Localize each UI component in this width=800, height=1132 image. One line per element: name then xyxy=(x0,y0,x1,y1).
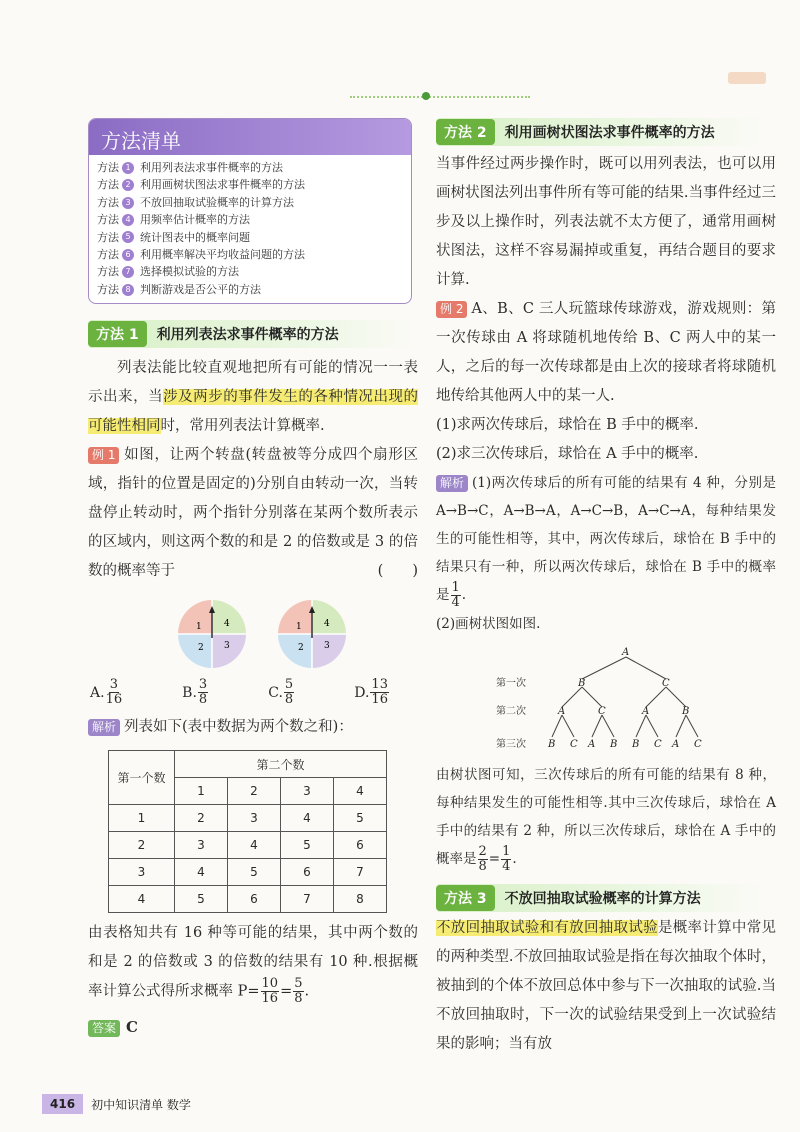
method-list-prefix: 方法 xyxy=(97,161,119,174)
conclusion-frac2 xyxy=(293,977,303,1006)
sum-cell: 5 xyxy=(281,832,334,859)
frac1-den: 16 xyxy=(261,991,279,1006)
method-list-num: 2 xyxy=(122,179,134,191)
method-list-item xyxy=(97,176,403,193)
tree-l3-5: C xyxy=(654,739,662,750)
an3-f1-num: 2 xyxy=(478,844,487,859)
method-list-item xyxy=(97,229,403,246)
method-list-text: 不放回抽取试验概率的计算方法 xyxy=(140,195,294,209)
method2-intro: 当事件经过两步操作时，既可以用列表法，也可以用画树状图法列出事件所有等可能的结果.当事件经过三步及以上操作时，列表法就不太方便了，通常用画树状图法，这样不容易漏掉或重复，再结合题目的要求计算. xyxy=(436,156,776,288)
col-value-cell: 1 xyxy=(175,778,228,805)
an3-text: 由树状图可知，三次传球后的所有可能的结果有 8 种，每种结果发生的可能性相等.其中三次传球后，球恰在 A 手中的结果有 2 种，所以三次传球后，球恰在 A 手中的概率是 xyxy=(436,767,776,867)
sum-cell: 7 xyxy=(281,886,334,913)
tree-l3-0: B xyxy=(548,739,556,750)
col-value-cell: 4 xyxy=(334,778,387,805)
example1-body: 如图，让两个转盘(转盘被等分成四个扇形区域，指针的位置是固定的)分别自由转动一次，当转盘停止转动时，两个指针分别落在某两个数所表示的区域内，则这两个数的和是 2 的倍数或是 3 的倍数的概率等于 xyxy=(88,447,418,579)
method-list-prefix: 方法 xyxy=(97,265,119,279)
method3-tag: 方法 3 xyxy=(436,885,495,911)
row-header-cell: 第一个数 xyxy=(109,751,175,805)
method3-header xyxy=(436,884,762,912)
analysis1-tag: 解析 xyxy=(88,719,120,736)
sum-cell: 8 xyxy=(334,886,387,913)
analysis2-part3 xyxy=(436,761,776,874)
method-list-num: 8 xyxy=(122,284,134,296)
tree-level-2: 第二次 xyxy=(496,706,526,717)
sum-cell: 5 xyxy=(228,859,281,886)
example2-tag: 例 2 xyxy=(436,301,467,318)
method1-title: 利用列表法求事件概率的方法 xyxy=(156,327,339,343)
tree-l2-0: A xyxy=(558,706,566,717)
method1-tag: 方法 1 xyxy=(88,321,147,347)
method-list-num: 7 xyxy=(122,266,134,278)
tree-l3-2: A xyxy=(588,739,596,750)
conclusion-text: 由表格知共有 16 种等可能的结果，其中两个数的和是 2 的倍数或 3 的倍数的结果有 10 种.根据概率计算公式得所求概率 P= xyxy=(88,925,418,1000)
an1-frac-num: 1 xyxy=(451,580,460,595)
spinner-right-label-1: 1 xyxy=(296,622,302,632)
tree-l1-1: C xyxy=(662,678,670,689)
method-list-text: 统计图表中的概率问题 xyxy=(140,230,250,244)
tree-l3-4: B xyxy=(632,739,640,750)
spinner-left xyxy=(174,596,250,672)
method-list-text: 判断游戏是否公平的方法 xyxy=(140,282,261,296)
tree-l3-7: C xyxy=(694,739,702,750)
table-row xyxy=(109,832,387,859)
answer1-tag: 答案 xyxy=(88,1020,120,1037)
row-value-cell: 4 xyxy=(109,886,175,913)
method-list-num: 4 xyxy=(122,214,134,226)
method-list-prefix: 方法 xyxy=(97,178,119,192)
method-list-num: 6 xyxy=(122,249,134,261)
spinner-right-label-2: 2 xyxy=(298,643,304,653)
option-a xyxy=(90,678,123,707)
method-list-box xyxy=(88,118,412,304)
spinner-left-label-2: 2 xyxy=(198,643,204,653)
method-list-item xyxy=(97,246,403,263)
method2-header xyxy=(436,118,762,146)
method2-tag: 方法 2 xyxy=(436,119,495,145)
example1-blank: ( ) xyxy=(377,563,418,579)
option-den: 16 xyxy=(105,692,123,707)
col-value-cell: 3 xyxy=(281,778,334,805)
method1-header xyxy=(88,320,414,348)
analysis1-text xyxy=(88,713,418,742)
page-footer xyxy=(42,1094,191,1114)
option-label: B. xyxy=(182,684,197,701)
method3-title: 不放回抽取试验概率的计算方法 xyxy=(504,891,701,907)
an3-f2-den: 4 xyxy=(502,859,511,874)
method-list-text: 用频率估计概率的方法 xyxy=(140,213,250,227)
method-list-item xyxy=(97,281,403,298)
analysis1-body: 列表如下(表中数据为两个数之和)： xyxy=(124,719,353,735)
tree-l1-0: B xyxy=(578,678,586,689)
row-value-cell: 2 xyxy=(109,832,175,859)
method1-intro xyxy=(88,354,418,441)
method-list-prefix: 方法 xyxy=(97,282,119,296)
method-list-num: 1 xyxy=(122,162,134,174)
tree-l3-1: C xyxy=(570,739,578,750)
an3-frac1 xyxy=(478,845,488,874)
option-b xyxy=(182,678,209,707)
sum-cell: 5 xyxy=(334,805,387,832)
method1-intro-b: 时，常用列表法计算概率. xyxy=(160,418,325,434)
method3-intro xyxy=(436,914,776,1059)
sum-cell: 3 xyxy=(175,832,228,859)
left-column xyxy=(88,118,418,1043)
example2-body: A、B、C 三人玩篮球传球游戏，游戏规则：第一次传球由 A 将球随机地传给 B、C 两人中的某一人，之后的每一次传球都是由上次的接球者将球随机地传给其他两人中的某一人. xyxy=(436,301,776,404)
method2-title: 利用画树状图法求事件概率的方法 xyxy=(504,125,715,141)
tree-l2-1: C xyxy=(598,706,606,717)
sum-cell: 3 xyxy=(228,805,281,832)
frac1-num: 10 xyxy=(261,976,279,991)
method-list-prefix: 方法 xyxy=(97,248,119,262)
conclusion-frac1 xyxy=(261,977,280,1006)
method-list-text: 利用列表法求事件概率的方法 xyxy=(140,161,283,174)
option-frac xyxy=(106,678,123,707)
table-row xyxy=(109,859,387,886)
method1-highlight: 涉及两步的事件发生的各种情况出现的可能性相同 xyxy=(88,389,419,434)
method-list-num: 5 xyxy=(122,231,134,243)
tree-diagram xyxy=(496,645,736,757)
top-divider-dot xyxy=(422,92,430,100)
option-den: 16 xyxy=(371,692,388,707)
option-frac xyxy=(370,678,389,707)
col-value-cell: 2 xyxy=(228,778,281,805)
method-list-prefix: 方法 xyxy=(97,195,119,209)
row-value-cell: 3 xyxy=(109,859,175,886)
conclusion-period: . xyxy=(304,983,310,1000)
method1-conclusion xyxy=(88,919,418,1007)
page-number: 416 xyxy=(42,1094,83,1114)
corner-tab xyxy=(728,72,766,84)
table-row xyxy=(109,886,387,913)
analysis2-part2: (2)画树状图如图. xyxy=(436,616,541,632)
an3-frac2 xyxy=(501,845,511,874)
method3-highlight: 不放回抽取试验和有放回抽取试验 xyxy=(436,920,658,936)
book-title: 初中知识清单 数学 xyxy=(91,1097,191,1112)
an3-f2-num: 1 xyxy=(502,844,511,859)
option-c xyxy=(268,678,295,707)
frac2-num: 5 xyxy=(294,976,303,991)
table-row xyxy=(109,805,387,832)
an3-eq: = xyxy=(488,851,501,867)
method-list-item xyxy=(97,159,403,176)
an1-frac-den: 4 xyxy=(451,595,460,610)
analysis2-tag: 解析 xyxy=(436,475,468,492)
row-value-cell: 1 xyxy=(109,805,175,832)
option-den: 8 xyxy=(284,692,294,707)
analysis2-frac xyxy=(451,581,461,610)
example1-options xyxy=(90,678,390,707)
sum-cell: 7 xyxy=(334,859,387,886)
right-column xyxy=(436,118,776,1059)
analysis2-part1 xyxy=(436,469,776,610)
example2-q1: (1)求两次传球后，球恰在 B 手中的概率. xyxy=(436,417,699,433)
method-list-item xyxy=(97,211,403,228)
spinner-right-label-3: 3 xyxy=(324,641,330,651)
method-list-prefix: 方法 xyxy=(97,213,119,227)
table-header-row xyxy=(109,751,387,778)
spinner-right-label-4: 4 xyxy=(324,619,330,629)
option-label: D. xyxy=(354,684,370,701)
example2-text xyxy=(436,295,776,411)
example2-q2: (2)求三次传球后，球恰在 A 手中的概率. xyxy=(436,446,699,462)
method-list xyxy=(89,155,411,302)
option-label: A. xyxy=(90,684,105,701)
an3-end: . xyxy=(512,851,517,867)
sum-cell: 4 xyxy=(228,832,281,859)
answer1 xyxy=(88,1013,418,1043)
method-list-num: 3 xyxy=(122,197,134,209)
spinner-right xyxy=(274,596,350,672)
an3-f1-den: 8 xyxy=(478,859,487,874)
method-list-prefix: 方法 xyxy=(97,230,119,244)
tree-l3-6: A xyxy=(672,739,680,750)
method-list-title: 方法清单 xyxy=(89,119,411,155)
method3-body: 是概率计算中常见的两种类型.不放回抽取试验是指在每次抽取个体时，被抽到的个体不放回总体中参与下一次抽取的试验.当不放回抽取时，下一次的试验结果受到上一次试验结果的影响；当有放 xyxy=(436,920,777,1052)
option-num: 13 xyxy=(371,677,388,692)
sum-cell: 6 xyxy=(228,886,281,913)
spinner-left-label-4: 4 xyxy=(224,619,230,629)
method1-intro-a: 列表法能比较直观地把所有可能的情况一一表示出来，当 xyxy=(88,360,418,405)
spinner-left-label-1: 1 xyxy=(196,622,202,632)
spinner-left-label-3: 3 xyxy=(224,641,230,651)
method-list-text: 利用概率解决平均收益问题的方法 xyxy=(140,248,305,262)
option-d xyxy=(354,678,390,707)
tree-level-3: 第三次 xyxy=(496,739,526,750)
method-list-item xyxy=(97,263,403,280)
sum-cell: 2 xyxy=(175,805,228,832)
option-frac xyxy=(198,678,208,707)
option-den: 8 xyxy=(198,692,208,707)
col-header-cell: 第二个数 xyxy=(175,751,387,778)
spinners-figure xyxy=(174,596,418,672)
sum-cell: 5 xyxy=(175,886,228,913)
option-num: 5 xyxy=(284,677,294,692)
tree-l2-2: A xyxy=(642,706,650,717)
method-list-text: 利用画树状图法求事件概率的方法 xyxy=(140,178,305,192)
option-num: 3 xyxy=(109,677,118,692)
tree-root: A xyxy=(622,647,630,658)
example1-text xyxy=(88,441,418,586)
top-divider xyxy=(350,96,530,98)
an1-end: . xyxy=(461,587,467,603)
sum-cell: 4 xyxy=(175,859,228,886)
conclusion-eq: = xyxy=(280,983,293,1000)
tree-l3-3: B xyxy=(610,739,618,750)
tree-l2-3: B xyxy=(682,706,690,717)
method-list-text: 选择模拟试验的方法 xyxy=(140,265,239,279)
option-frac xyxy=(284,678,294,707)
frac2-den: 8 xyxy=(294,991,303,1006)
analysis2-part1-text: (1)两次传球后的所有可能的结果有 4 种，分别是 A→B→C，A→B→A，A→C→B，A→C→A，每种结果发生的可能性相等，其中，两次传球后，球恰在 B 手中的结果只有一种，所以两次传球后，球恰在 B 手中的概率是 xyxy=(436,475,776,603)
option-label: C. xyxy=(268,684,283,701)
option-num: 3 xyxy=(198,677,208,692)
method-list-item xyxy=(97,194,403,211)
sum-cell: 6 xyxy=(281,859,334,886)
sum-cell: 4 xyxy=(281,805,334,832)
tree-level-1: 第一次 xyxy=(496,678,526,689)
sum-cell: 6 xyxy=(334,832,387,859)
sum-table xyxy=(108,750,387,913)
example1-tag: 例 1 xyxy=(88,447,119,464)
answer1-value: C xyxy=(126,1017,138,1036)
